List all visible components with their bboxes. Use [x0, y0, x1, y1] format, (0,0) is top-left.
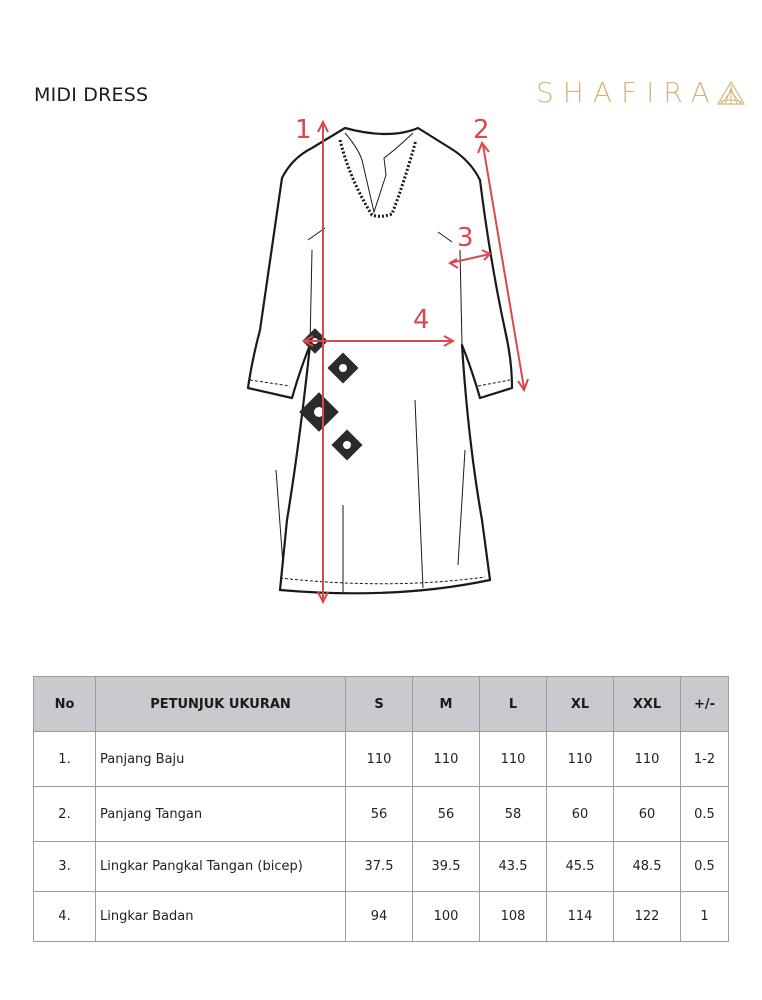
cell-l: 108	[480, 892, 547, 942]
row-label: Lingkar Badan	[96, 892, 346, 942]
header-size-m: M	[413, 677, 480, 732]
cell-s: 37.5	[346, 842, 413, 892]
row-label: Panjang Baju	[96, 732, 346, 787]
row-no: 4.	[34, 892, 96, 942]
cell-l: 58	[480, 787, 547, 842]
table-row	[34, 892, 729, 942]
cell-s: 56	[346, 787, 413, 842]
cell-l: 110	[480, 732, 547, 787]
cell-xl: 45.5	[547, 842, 614, 892]
measure-label-2: 2	[473, 115, 490, 145]
page-title: MIDI DRESS	[34, 84, 149, 106]
header-size-xxl: XXL	[614, 677, 681, 732]
row-no: 1.	[34, 732, 96, 787]
cell-s: 94	[346, 892, 413, 942]
cell-xxl: 122	[614, 892, 681, 942]
table-row	[34, 732, 729, 787]
header-tolerance: +/-	[681, 677, 729, 732]
row-no: 2.	[34, 787, 96, 842]
cell-tolerance: 0.5	[681, 787, 729, 842]
cell-xxl: 110	[614, 732, 681, 787]
header-size-xl: XL	[547, 677, 614, 732]
cell-xl: 60	[547, 787, 614, 842]
measure-label-4: 4	[413, 305, 430, 335]
cell-xl: 110	[547, 732, 614, 787]
table-header-row	[34, 677, 729, 732]
row-label: Lingkar Pangkal Tangan (bicep)	[96, 842, 346, 892]
table-row	[34, 842, 729, 892]
cell-m: 110	[413, 732, 480, 787]
cell-xxl: 48.5	[614, 842, 681, 892]
cell-m: 56	[413, 787, 480, 842]
cell-m: 100	[413, 892, 480, 942]
cell-xl: 114	[547, 892, 614, 942]
row-label: Panjang Tangan	[96, 787, 346, 842]
header-no: No	[34, 677, 96, 732]
cell-m: 39.5	[413, 842, 480, 892]
measure-label-3: 3	[457, 223, 474, 253]
header-size-s: S	[346, 677, 413, 732]
cell-xxl: 60	[614, 787, 681, 842]
header-petunjuk-ukuran: PETUNJUK UKURAN	[96, 677, 346, 732]
size-chart-table	[33, 676, 729, 942]
measure-label-1: 1	[295, 115, 312, 145]
cell-s: 110	[346, 732, 413, 787]
header-size-l: L	[480, 677, 547, 732]
cell-l: 43.5	[480, 842, 547, 892]
table-row	[34, 787, 729, 842]
cell-tolerance: 1	[681, 892, 729, 942]
row-no: 3.	[34, 842, 96, 892]
cell-tolerance: 1-2	[681, 732, 729, 787]
brand-name: SHAFIRA	[536, 76, 719, 109]
cell-tolerance: 0.5	[681, 842, 729, 892]
